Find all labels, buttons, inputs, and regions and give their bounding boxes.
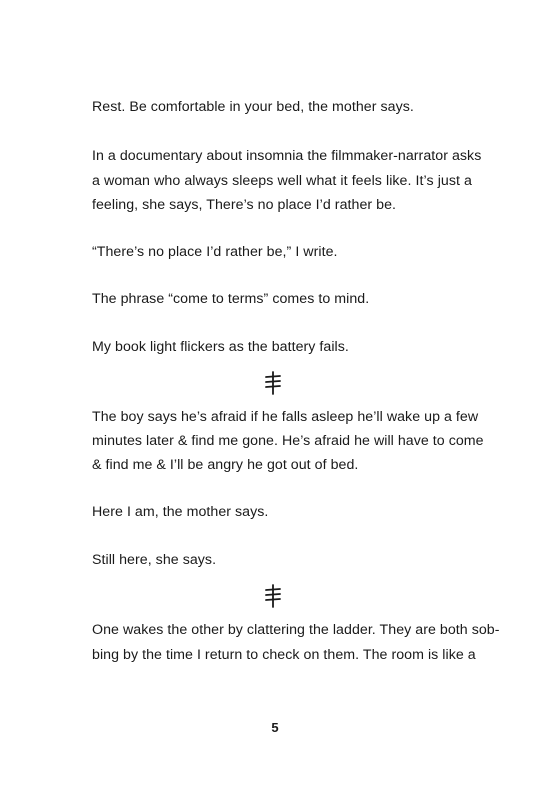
text-line: & find me & I’ll be angry he got out of bed. <box>92 457 359 473</box>
text-line: The boy says he’s afraid if he falls asleep he’ll wake up a few <box>92 409 479 425</box>
text-line: “There’s no place I’d rather be,” I write. <box>92 244 338 260</box>
section-break-glyph-icon <box>262 584 284 608</box>
text-line: feeling, she says, There’s no place I’d rather be. <box>92 197 397 213</box>
text-line: One wakes the other by clattering the ladder. They are both sob- <box>92 622 500 638</box>
text-line: Still here, she says. <box>92 552 217 568</box>
page-number: 5 <box>271 720 279 735</box>
text-line: The phrase “come to terms” comes to mind. <box>92 291 370 307</box>
text-line: minutes later & find me gone. He’s afraid he will have to come <box>92 433 484 449</box>
text-line: bing by the time I return to check on them. The room is like a <box>92 647 476 663</box>
text-line: Rest. Be comfortable in your bed, the mother says. <box>92 99 414 115</box>
text-line: My book light flickers as the battery fails. <box>92 339 349 355</box>
text-line: Here I am, the mother says. <box>92 504 269 520</box>
text-line: a woman who always sleeps well what it feels like. It’s just a <box>92 173 472 189</box>
text-line: In a documentary about insomnia the filmmaker-narrator asks <box>92 148 482 164</box>
section-break-glyph-icon <box>262 371 284 395</box>
